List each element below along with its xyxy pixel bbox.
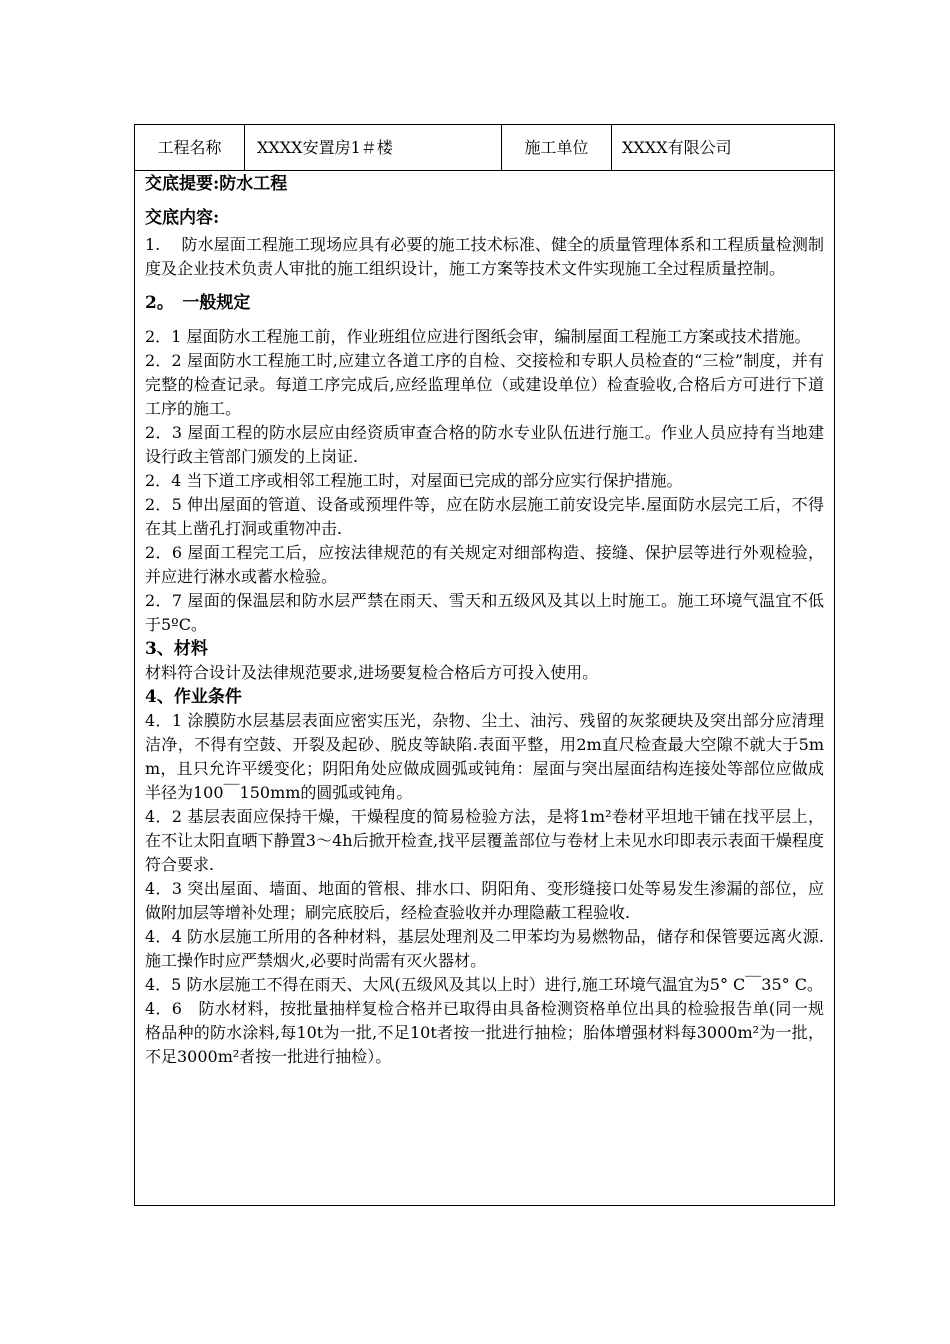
project-name-value: XXXX安置房1＃楼 [245, 125, 502, 170]
section-2-item: 2．2 屋面防水工程施工时,应建立各道工序的自检、交接检和专职人员检查的“三检”制度，并有完整的检查记录。每道工序完成后,应经监理单位（或建设单位）检查验收,合格后方可进行下道工序的施工。 [145, 351, 824, 418]
disclosure-summary: 交底提要:防水工程 [145, 174, 288, 194]
intro-paragraph: 1. 防水屋面工程施工现场应具有必要的施工技术标准、健全的质量管理体系和工程质量检测制度及企业技术负责人审批的施工组织设计，施工方案等技术文件实现施工全过程质量控制。 [145, 235, 824, 278]
section-3-text: 材料符合设计及法律规范要求,进场要复检合格后方可投入使用。 [145, 663, 599, 682]
section-4-item: 4．2 基层表面应保持干燥，干燥程度的简易检验方法，是将1m²卷材平坦地干铺在找平层上，在不让太阳直晒下静置3～4h后掀开检查,找平层覆盖部位与卷材上未见水印即表示表面干燥程度符合要求. [145, 807, 824, 874]
section-4-item: 4．5 防水层施工不得在雨天、大风(五级风及其以上时）进行,施工环境气温宜为5° C￣35° C。 [145, 975, 823, 994]
section-2-item: 2．4 当下道工序或相邻工程施工时，对屋面已完成的部分应实行保护措施。 [145, 471, 683, 490]
section-2-item: 2．7 屋面的保温层和防水层严禁在雨天、雪天和五级风及其以上时施工。施工环境气温宜不低于5ºC。 [145, 591, 824, 634]
construction-unit-value: XXXX有限公司 [622, 138, 732, 157]
header-row [135, 125, 834, 171]
section-2-item: 2．3 屋面工程的防水层应由经资质审查合格的防水专业队伍进行施工。作业人员应持有当地建设行政主管部门颁发的上岗证. [145, 423, 824, 466]
disclosure-content-label: 交底内容: [145, 208, 220, 228]
disclosure-body [135, 171, 834, 1069]
section-4-item: 4．3 突出屋面、墙面、地面的管根、排水口、阴阳角、变形缝接口处等易发生渗漏的部位，应做附加层等增补处理；刷完底胶后，经检查验收并办理隐蔽工程验收. [145, 879, 824, 922]
section-4-item: 4．1 涂膜防水层基层表面应密实压光，杂物、尘土、油污、残留的灰浆硬块及突出部分应清理洁净，不得有空鼓、开裂及起砂、脱皮等缺陷.表面平整，用2m直尺检查最大空隙不就大于5mm，且只允许平缓变化；阴阳角处应做成圆弧或钝角：屋面与突出屋面结构连接处等部位应做成半径为100￣150mm的圆弧或钝角。 [145, 711, 824, 802]
section-3-title: 3、材料 [145, 639, 208, 659]
section-4-item: 4．4 防水层施工所用的各种材料，基层处理剂及二甲苯均为易燃物品，储存和保管要远离火源.施工操作时应严禁烟火,必要时尚需有灭火器材。 [145, 927, 824, 970]
section-4-title: 4、作业条件 [145, 687, 242, 707]
project-name-label: 工程名称 [135, 125, 245, 170]
section-2-item: 2．5 伸出屋面的管道、设备或预埋件等，应在防水层施工前安设完毕.屋面防水层完工后，不得在其上凿孔打洞或重物冲击. [145, 495, 824, 538]
disclosure-sheet [134, 124, 835, 1206]
section-2-item: 2．1 屋面防水工程施工前，作业班组位应进行图纸会审，编制屋面工程施工方案或技术措施。 [145, 327, 811, 346]
section-4-item: 4．6 防水材料，按批量抽样复检合格并已取得由具备检测资格单位出具的检验报告单(同一规格品种的防水涂料,每10t为一批,不足10t者按一批进行抽检；胎体增强材料每3000m²为一批，不足3000m²者按一批进行抽检）。 [145, 999, 824, 1066]
section-2-item: 2．6 屋面工程完工后，应按法律规范的有关规定对细部构造、接缝、保护层等进行外观检验，并应进行淋水或蓄水检验。 [145, 543, 824, 586]
construction-unit-label: 施工单位 [502, 125, 612, 170]
section-2-title: 2。 一般规定 [145, 293, 251, 313]
